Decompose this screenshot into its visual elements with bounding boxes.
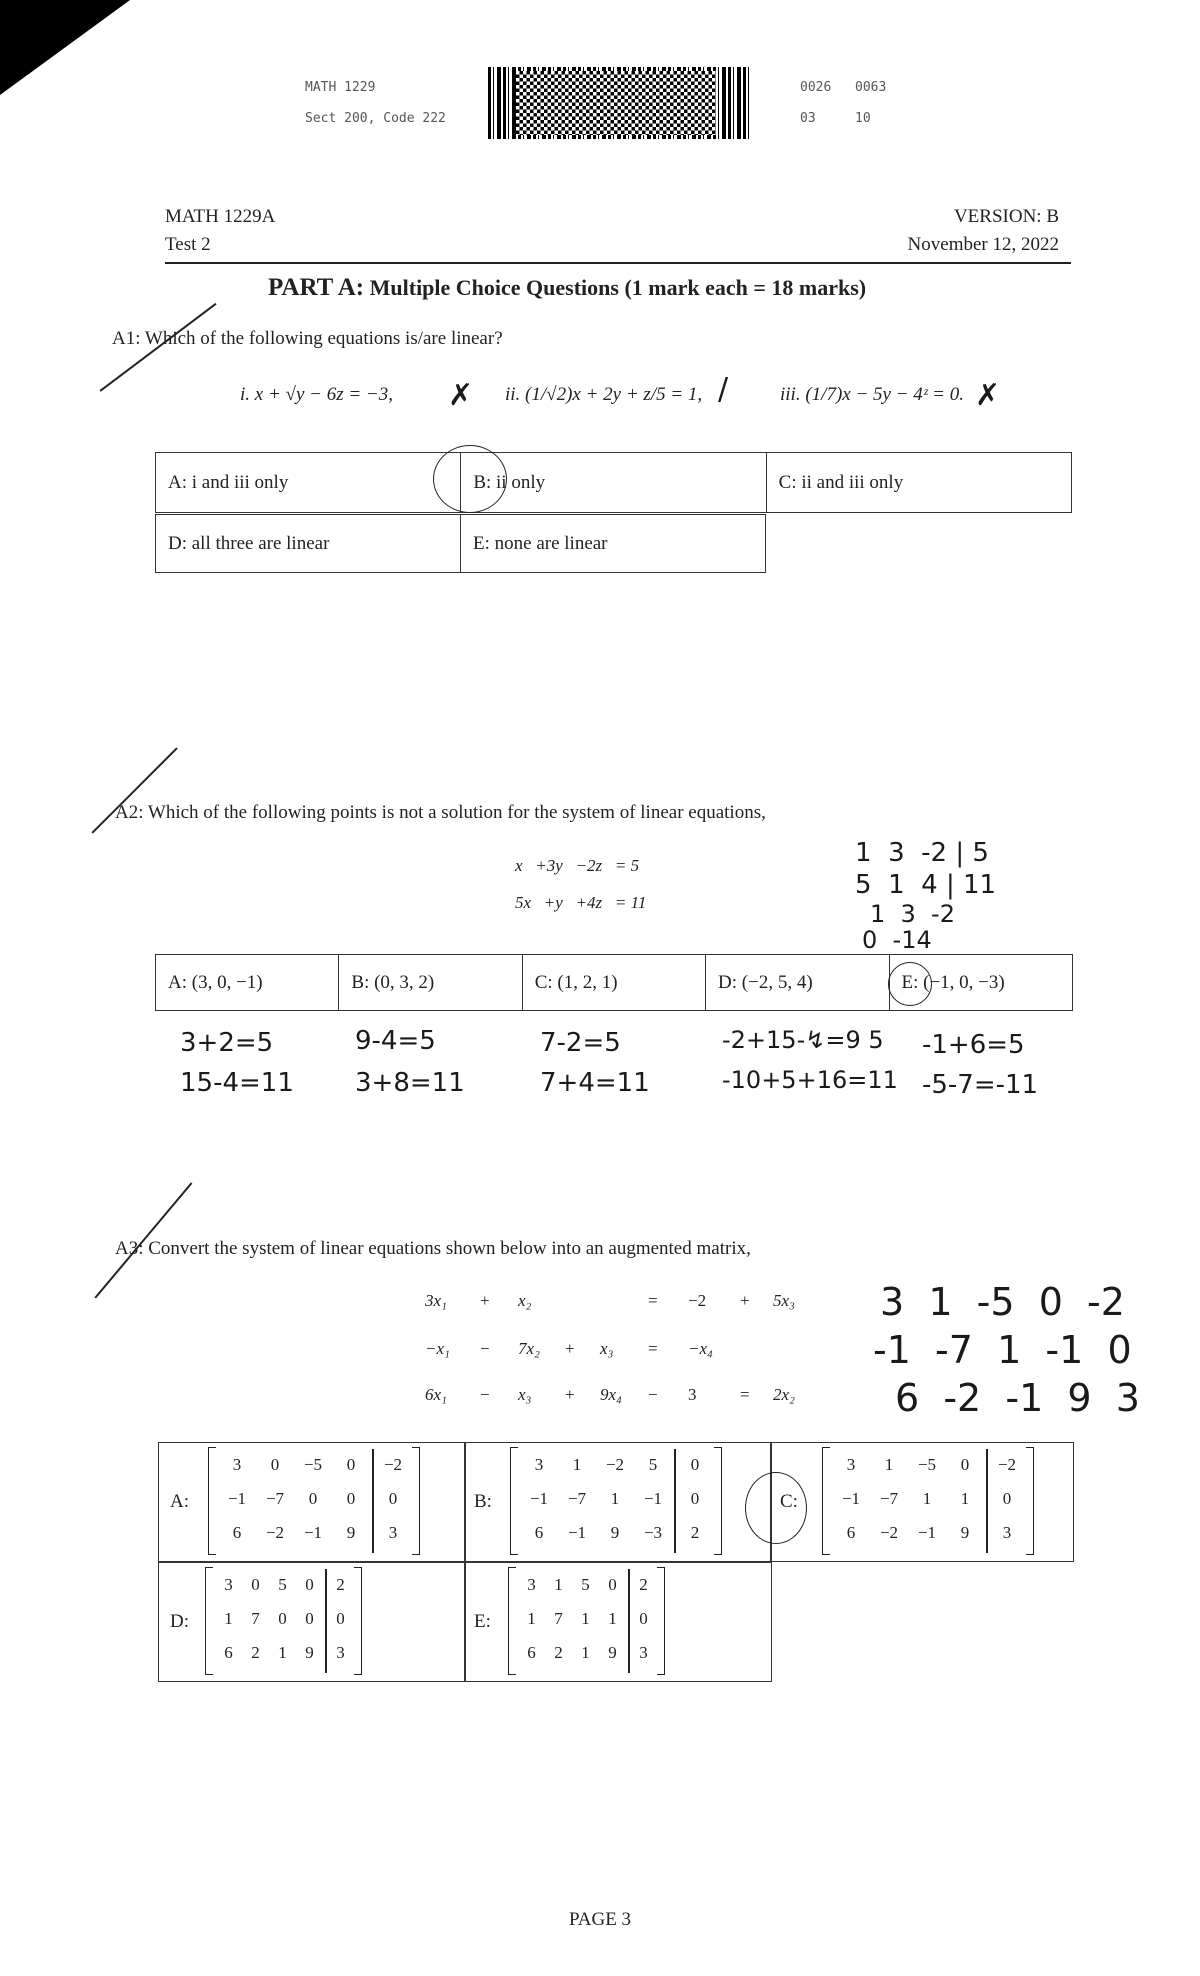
matrix-right-bracket <box>1026 1447 1034 1555</box>
matrix-cell: −1 <box>529 1489 549 1508</box>
q3-system-term: = <box>740 1385 750 1404</box>
matrix-cell: −2 <box>265 1523 285 1542</box>
matrix-cell: 2 <box>639 1575 648 1594</box>
matrix-cell: 1 <box>554 1575 563 1594</box>
matrix-cell: 1 <box>572 1455 582 1474</box>
matrix-cell: 2 <box>251 1643 260 1662</box>
augmented-matrix-b <box>510 1447 722 1555</box>
matrix-cell: 6 <box>224 1643 233 1662</box>
matrix-cell: 2 <box>336 1575 345 1594</box>
matrix-cell: 1 <box>960 1489 970 1508</box>
q1-options-table <box>155 452 1072 513</box>
q2-work-a1: 3+2=5 <box>180 1028 274 1058</box>
matrix-cell: 9 <box>608 1643 617 1662</box>
q3-system-term: 3x₁ <box>425 1291 447 1310</box>
matrix-right-bracket <box>354 1567 362 1675</box>
q3-system-term: + <box>740 1291 750 1310</box>
q2-handwork-side-2: 5 1 4 | 11 <box>855 870 997 900</box>
matrix-cell: −7 <box>879 1489 899 1508</box>
q3-system-term: 9x₄ <box>600 1385 622 1404</box>
q3-system-term: 3 <box>688 1385 697 1404</box>
matrix-cell: 3 <box>639 1643 648 1662</box>
q3-prompt: A3: Convert the system of linear equations shown below into an augmented matrix, <box>115 1238 751 1259</box>
q3-system-term: 7x₂ <box>518 1339 540 1358</box>
matrix-cell: 0 <box>388 1489 398 1508</box>
q2-option-a[interactable]: A: (3, 0, −1) <box>156 955 339 1011</box>
section-code: Sect 200, Code 222 <box>305 111 446 126</box>
augmented-matrix-d <box>205 1567 362 1675</box>
q3-system-term: + <box>565 1339 575 1358</box>
q2-work-e1: -1+6=5 <box>922 1030 1025 1060</box>
q3-system-term: + <box>565 1385 575 1404</box>
matrix-cell: 0 <box>960 1455 970 1474</box>
q3-system-term: 6x₁ <box>425 1385 447 1404</box>
matrix-cell: 0 <box>305 1575 314 1594</box>
matrix-cell: 0 <box>690 1489 700 1508</box>
matrix-cell: 0 <box>308 1489 318 1508</box>
q1-option-e[interactable]: E: none are linear <box>461 515 766 573</box>
matrix-cell: −1 <box>303 1523 323 1542</box>
q3-system-term: 5x₃ <box>773 1291 795 1310</box>
q1-answer-circle <box>433 445 507 513</box>
q1-option-c[interactable]: C: ii and iii only <box>766 453 1071 513</box>
matrix-cell: 5 <box>648 1455 658 1474</box>
matrix-left-bracket <box>822 1447 830 1555</box>
matrix-cell: 3 <box>388 1523 398 1542</box>
matrix-right-bracket <box>412 1447 420 1555</box>
q2-option-e[interactable]: E: (−1, 0, −3) <box>889 955 1073 1011</box>
q3-label-b: B: <box>474 1491 492 1512</box>
q3-answer-circle <box>745 1472 807 1544</box>
matrix-cell: 6 <box>232 1523 242 1542</box>
q3-handwork-3: 6 -2 -1 9 3 <box>895 1376 1140 1420</box>
matrix-cell: −5 <box>303 1455 323 1474</box>
code-top-right: 0063 <box>855 80 887 95</box>
q2-option-d[interactable]: D: (−2, 5, 4) <box>706 955 889 1011</box>
q2-options-table <box>155 954 1073 1011</box>
q3-system-term: − <box>480 1385 490 1404</box>
q1-equation-i: i. x + √y − 6z = −3, <box>240 384 394 405</box>
matrix-cell: −7 <box>265 1489 285 1508</box>
q2-handwork-side-4: 0 -14 <box>862 926 932 954</box>
matrix-cell: −1 <box>643 1489 663 1508</box>
course-title: MATH 1229A <box>165 206 276 227</box>
matrix-cell: 3 <box>336 1643 345 1662</box>
code-top-left: 0026 <box>800 80 832 95</box>
matrix-cell: 1 <box>608 1609 617 1628</box>
q2-work-b2: 3+8=11 <box>355 1068 465 1098</box>
matrix-cell: 0 <box>346 1489 356 1508</box>
q1-options-table-row2 <box>155 514 766 573</box>
matrix-cell: 0 <box>336 1609 345 1628</box>
q3-system-term: + <box>480 1291 490 1310</box>
q1-option-a[interactable]: A: i and iii only <box>156 453 461 513</box>
q3-label-a: A: <box>170 1491 189 1512</box>
augmented-matrix-c <box>822 1447 1034 1555</box>
matrix-cell: −2 <box>997 1455 1017 1474</box>
matrix-cell: −5 <box>917 1455 937 1474</box>
q2-work-a2: 15-4=11 <box>180 1068 294 1098</box>
matrix-cell: 0 <box>639 1609 648 1628</box>
part-title-bold: PART A: <box>268 274 365 301</box>
matrix-cell: −2 <box>605 1455 625 1474</box>
q3-label-c: C: <box>780 1491 798 1512</box>
q3-system-term: − <box>480 1339 490 1358</box>
page-number: PAGE 3 <box>568 1909 632 1930</box>
code-bottom-left: 03 <box>800 111 816 126</box>
matrix-cell: 0 <box>270 1455 280 1474</box>
matrix-cell: 7 <box>554 1609 563 1628</box>
cross-mark-i: ✗ <box>448 378 474 413</box>
q3-system-term: x₃ <box>518 1385 532 1404</box>
matrix-left-bracket <box>208 1447 216 1555</box>
matrix-cell: 7 <box>251 1609 260 1628</box>
q3-label-d: D: <box>170 1611 189 1632</box>
matrix-cell: 3 <box>846 1455 856 1474</box>
matrix-cell: −1 <box>917 1523 937 1542</box>
matrix-cell: 1 <box>884 1455 894 1474</box>
code-bottom-right: 10 <box>855 111 871 126</box>
matrix-cell: 6 <box>534 1523 544 1542</box>
q3-system-term: − <box>648 1385 658 1404</box>
q1-equation-ii: ii. (1/√2)x + 2y + z/5 = 1, <box>505 384 703 405</box>
q2-option-b[interactable]: B: (0, 3, 2) <box>339 955 522 1011</box>
part-title <box>268 274 866 302</box>
q2-option-c[interactable]: C: (1, 2, 1) <box>522 955 705 1011</box>
matrix-cell: −1 <box>567 1523 587 1542</box>
q3-system-term: x₃ <box>600 1339 614 1358</box>
q1-option-d[interactable]: D: all three are linear <box>156 515 461 573</box>
q3-label-e: E: <box>474 1611 491 1632</box>
check-mark-ii: / <box>718 372 729 407</box>
q2-work-c2: 7+4=11 <box>540 1068 650 1098</box>
q2-work-c1: 7-2=5 <box>540 1028 621 1058</box>
matrix-cell: 9 <box>960 1523 970 1542</box>
q3-system-term: −x₄ <box>688 1339 713 1358</box>
matrix-cell: 1 <box>527 1609 536 1628</box>
q3-handwork-1: 3 1 -5 0 -2 <box>880 1280 1125 1324</box>
matrix-cell: 0 <box>608 1575 617 1594</box>
cross-mark-iii: ✗ <box>975 378 1001 413</box>
q2-handwork-side-3: 1 3 -2 <box>870 900 955 928</box>
matrix-cell: 3 <box>224 1575 233 1594</box>
matrix-cell: 2 <box>554 1643 563 1662</box>
matrix-cell: 0 <box>251 1575 260 1594</box>
q2-handwork-side-1: 1 3 -2 | 5 <box>855 838 989 868</box>
matrix-cell: 9 <box>305 1643 314 1662</box>
version-label: VERSION: B <box>953 206 1059 227</box>
q2-work-d2: -10+5+16=11 <box>722 1066 898 1094</box>
matrix-left-bracket <box>510 1447 518 1555</box>
q1-prompt: A1: Which of the following equations is/are linear? <box>112 328 503 349</box>
q3-system-term: −x₁ <box>425 1339 450 1358</box>
matrix-cell: −2 <box>879 1523 899 1542</box>
matrix-cell: 0 <box>1002 1489 1012 1508</box>
matrix-cell: 9 <box>346 1523 356 1542</box>
test-name: Test 2 <box>165 234 211 255</box>
matrix-cell: 1 <box>581 1609 590 1628</box>
matrix-cell: −3 <box>643 1523 663 1542</box>
matrix-cell: 3 <box>527 1575 536 1594</box>
matrix-right-bracket <box>714 1447 722 1555</box>
header-rule <box>165 262 1071 264</box>
part-title-rest: Multiple Choice Questions (1 mark each = 18 marks) <box>369 275 867 300</box>
matrix-cell: −1 <box>841 1489 861 1508</box>
matrix-right-bracket <box>657 1567 665 1675</box>
matrix-cell: 0 <box>305 1609 314 1628</box>
matrix-cell: 3 <box>1002 1523 1012 1542</box>
exam-date: November 12, 2022 <box>907 234 1059 255</box>
matrix-left-bracket <box>508 1567 516 1675</box>
q2-answer-circle <box>888 962 932 1006</box>
q3-system-term: x₂ <box>518 1291 532 1310</box>
matrix-cell: 6 <box>846 1523 856 1542</box>
matrix-cell: 1 <box>224 1609 233 1628</box>
matrix-cell: −1 <box>227 1489 247 1508</box>
q1-option-b[interactable]: B: ii only <box>461 453 766 513</box>
q1-equation-iii: iii. (1/7)x − 5y − 4ᶻ = 0. <box>780 384 964 405</box>
matrix-cell: 1 <box>581 1643 590 1662</box>
q3-system-term: −2 <box>688 1291 707 1310</box>
matrix-cell: −2 <box>383 1455 403 1474</box>
q3-handwork-2: -1 -7 1 -1 0 <box>873 1328 1132 1372</box>
matrix-cell: 1 <box>922 1489 932 1508</box>
scan-corner-mark <box>0 0 130 95</box>
q2-prompt: A2: Which of the following points is not a solution for the system of linear equations, <box>115 802 766 823</box>
q3-system-term: = <box>648 1291 658 1310</box>
matrix-cell: 1 <box>278 1643 287 1662</box>
q2-work-e2: -5-7=-11 <box>922 1070 1039 1100</box>
q2-system-row2: 5x +y +4z = 11 <box>515 893 647 912</box>
matrix-cell: 9 <box>610 1523 620 1542</box>
matrix-cell: −7 <box>567 1489 587 1508</box>
matrix-cell: 5 <box>581 1575 590 1594</box>
matrix-cell: 1 <box>610 1489 620 1508</box>
augmented-matrix-e <box>508 1567 665 1675</box>
barcode-image <box>488 67 750 139</box>
matrix-cell: 0 <box>690 1455 700 1474</box>
q2-work-d1: -2+15-↯=9 5 <box>722 1026 884 1054</box>
q2-work-b1: 9-4=5 <box>355 1026 436 1056</box>
matrix-cell: 5 <box>278 1575 287 1594</box>
q3-system-term: = <box>648 1339 658 1358</box>
matrix-cell: 0 <box>346 1455 356 1474</box>
q2-system-row1: x +3y −2z = 5 <box>515 856 640 875</box>
matrix-cell: 3 <box>534 1455 544 1474</box>
matrix-left-bracket <box>205 1567 213 1675</box>
matrix-cell: 3 <box>232 1455 242 1474</box>
matrix-cell: 6 <box>527 1643 536 1662</box>
course-code: MATH 1229 <box>305 80 376 95</box>
matrix-cell: 2 <box>690 1523 700 1542</box>
augmented-matrix-a <box>208 1447 420 1555</box>
q3-system-term: 2x₂ <box>773 1385 795 1404</box>
matrix-cell: 0 <box>278 1609 287 1628</box>
